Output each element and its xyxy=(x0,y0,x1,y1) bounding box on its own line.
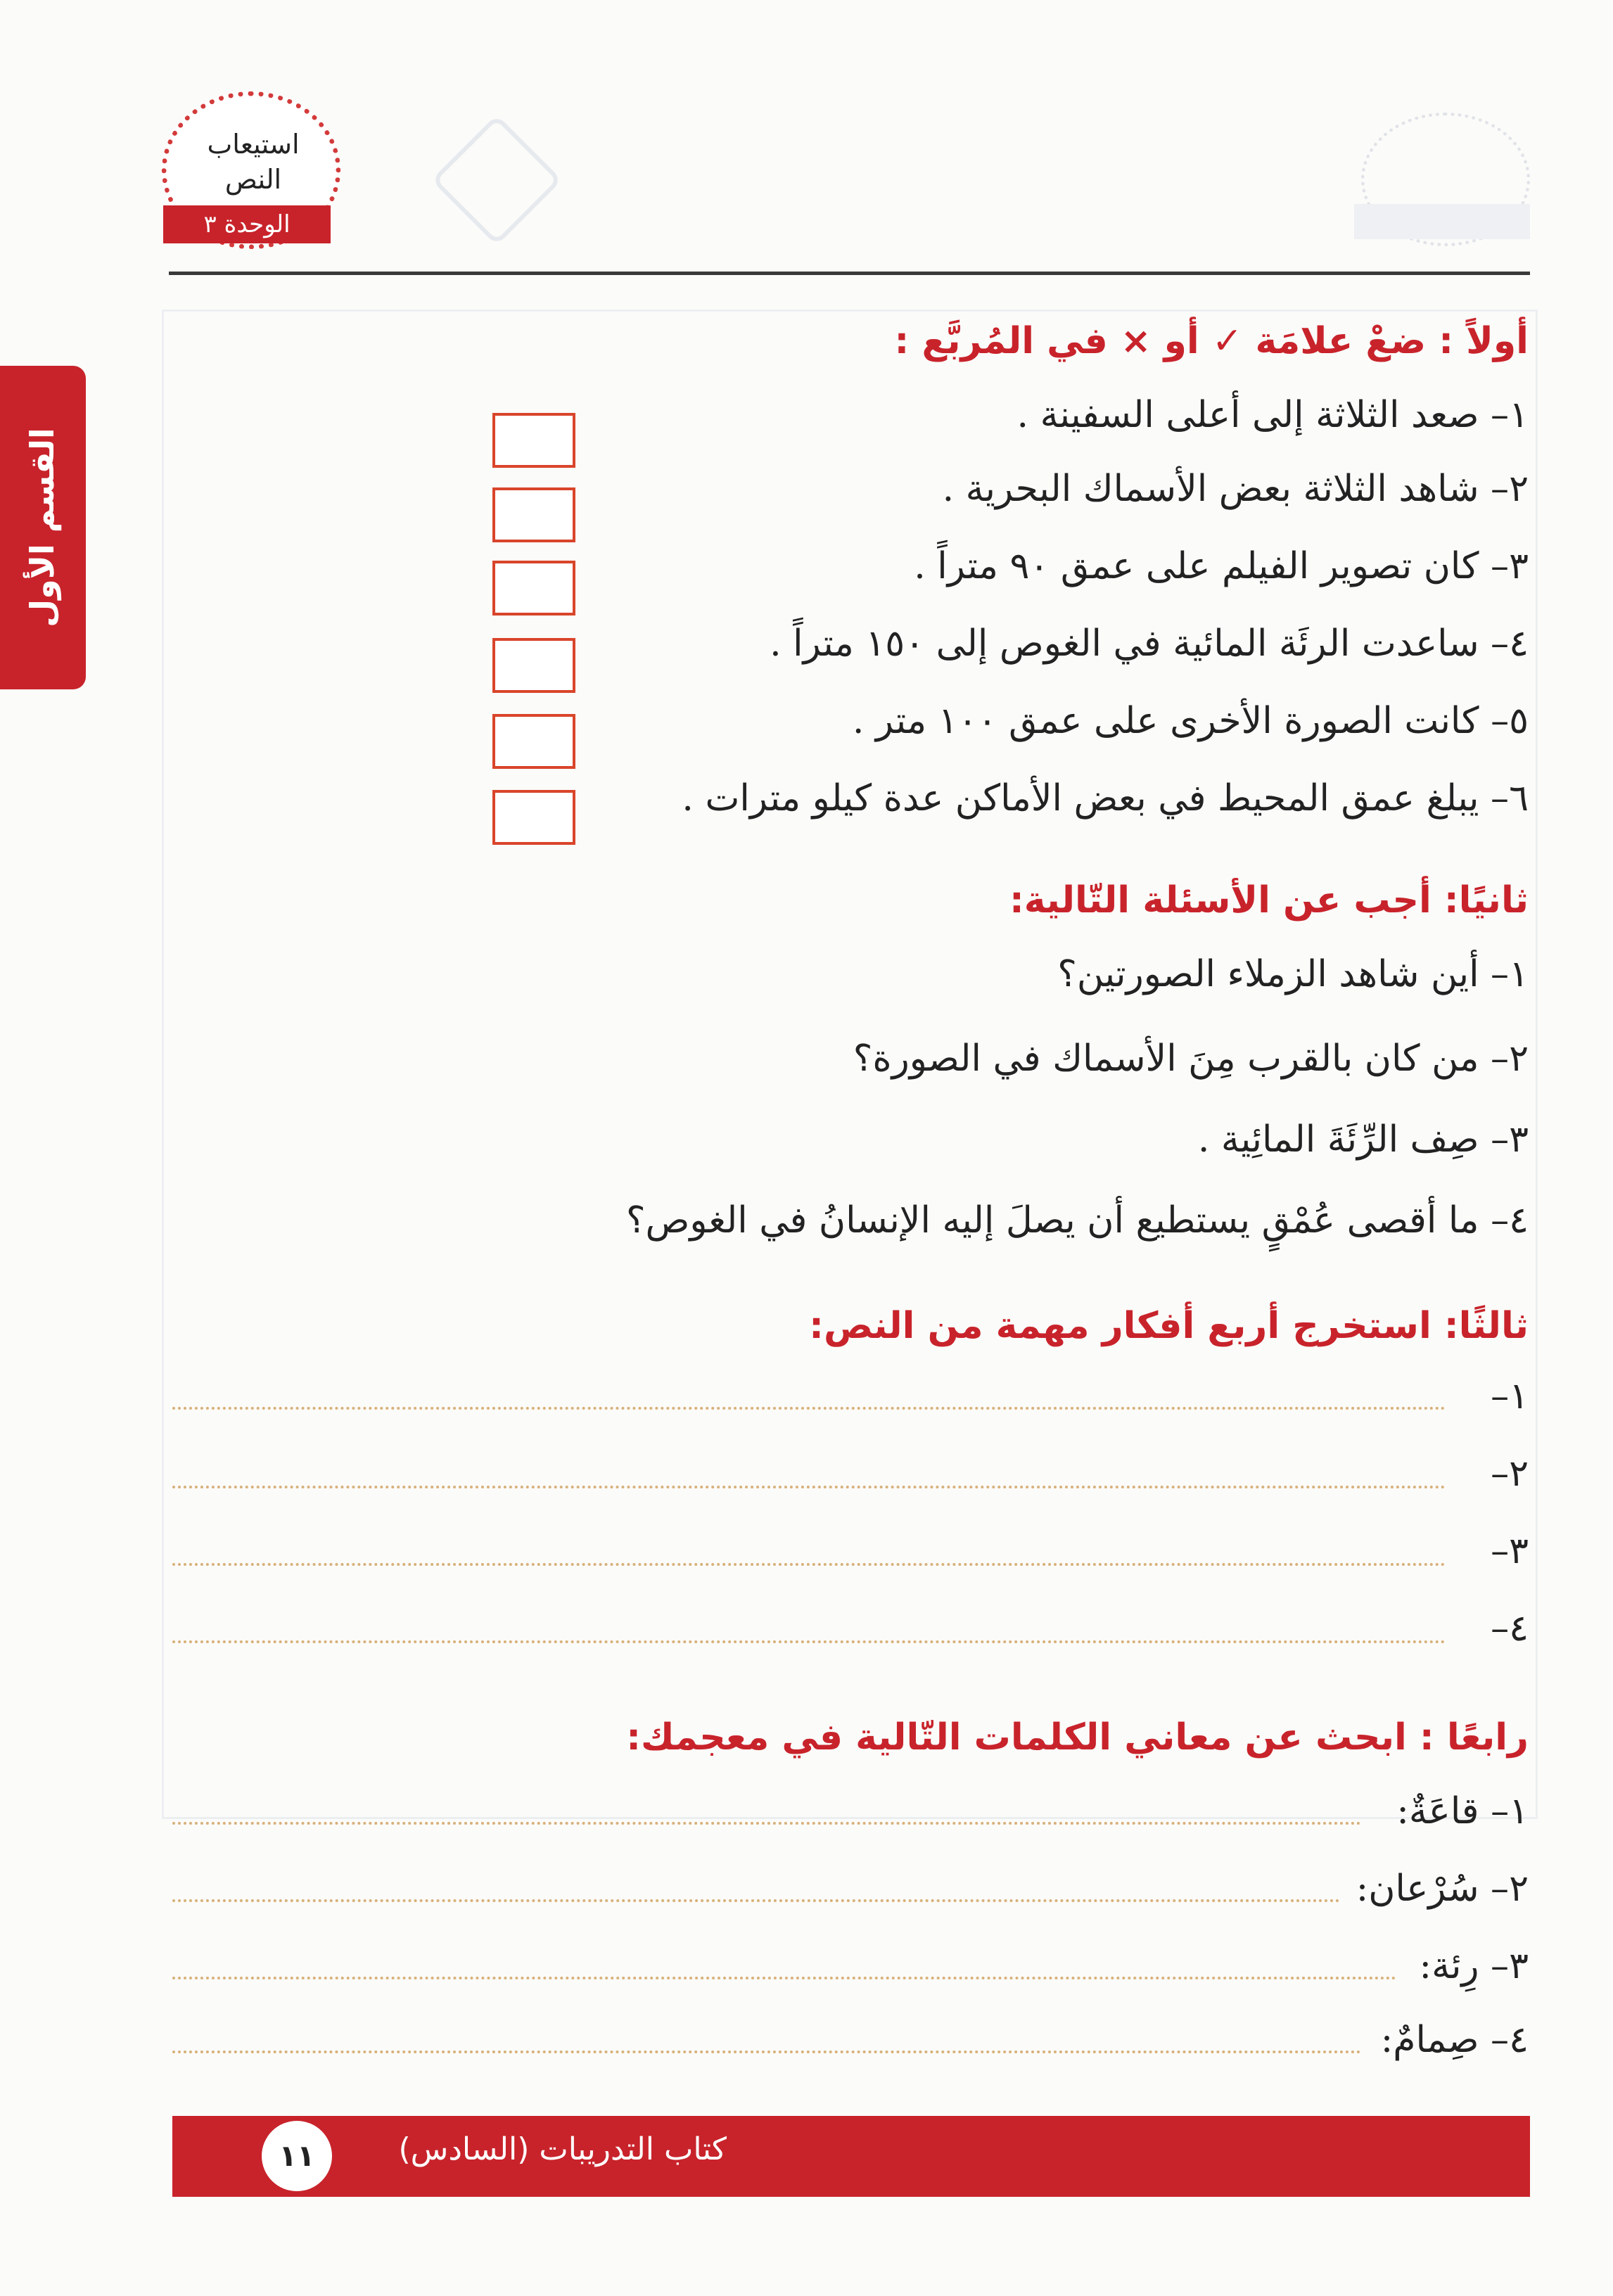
section-tab-label: القسم الأول xyxy=(23,428,61,627)
part4-item: ٤– صِمامٌ: xyxy=(1380,2019,1529,2061)
answer-line[interactable] xyxy=(172,1563,1446,1566)
part1-item: ١– صعد الثلاثة إلى أعلى السفينة . xyxy=(1016,394,1529,436)
part4-item: ١– قاعَةٌ: xyxy=(1396,1790,1529,1832)
part4-heading: رابعًا : ابحث عن معاني الكلمات التّالية في معجمك: xyxy=(626,1716,1529,1759)
answer-line[interactable] xyxy=(172,2051,1361,2053)
unit-label: الوحدة ٣ xyxy=(163,205,331,243)
part4-item: ٣– رِئة: xyxy=(1419,1945,1529,1987)
part3-item: ٤– xyxy=(1491,1607,1529,1650)
page-number: ١١ xyxy=(262,2121,332,2191)
part4-item: ٢– سُرْعان: xyxy=(1356,1868,1529,1910)
part3-item: ٢– xyxy=(1491,1453,1529,1495)
footer-bar xyxy=(172,2116,1530,2197)
answer-checkbox[interactable] xyxy=(492,413,575,468)
part1-heading: أولاً : ضعْ علامَة ✓ أو × في المُربَّع : xyxy=(894,320,1529,362)
decorative-diamond xyxy=(431,115,563,246)
answer-checkbox[interactable] xyxy=(492,714,575,769)
part2-item: ٢– من كان بالقرب مِنَ الأسماك في الصورة؟ xyxy=(853,1038,1529,1080)
answer-line[interactable] xyxy=(172,1486,1446,1488)
part1-item: ٦– يبلغ عمق المحيط في بعض الأماكن عدة كيلو مترات . xyxy=(682,777,1529,819)
part1-item: ٢– شاهد الثلاثة بعض الأسماك البحرية . xyxy=(942,468,1529,510)
header-divider xyxy=(169,272,1530,275)
part1-item: ٤– ساعدت الرئَة المائية في الغوص إلى ١٥٠ متراً . xyxy=(770,623,1529,665)
answer-line[interactable] xyxy=(172,1977,1396,1979)
decorative-bar xyxy=(1354,204,1530,239)
part2-item: ٤– ما أقصى عُمْقٍ يستطيع أن يصلَ إليه الإنسانُ في الغوص؟ xyxy=(625,1199,1529,1242)
answer-checkbox[interactable] xyxy=(492,487,575,542)
answer-checkbox[interactable] xyxy=(492,561,575,616)
part2-item: ٣– صِف الرِّئَةَ المائِية . xyxy=(1197,1118,1529,1161)
answer-line[interactable] xyxy=(172,1407,1446,1410)
part3-heading: ثالثًا: استخرج أربع أفكار مهمة من النص: xyxy=(809,1305,1529,1347)
answer-line[interactable] xyxy=(172,1640,1446,1643)
part3-item: ١– xyxy=(1491,1375,1529,1417)
footer-book-title: كتاب التدريبات (السادس) xyxy=(398,2131,727,2167)
answer-line[interactable] xyxy=(172,1822,1361,1825)
part2-heading: ثانيًا: أجب عن الأسئلة التّالية: xyxy=(1009,879,1529,921)
answer-checkbox[interactable] xyxy=(492,790,575,845)
part1-item: ٥– كانت الصورة الأخرى على عمق ١٠٠ متر . xyxy=(852,700,1529,742)
answer-checkbox[interactable] xyxy=(492,638,575,693)
answer-line[interactable] xyxy=(172,1899,1340,1902)
part2-item: ١– أين شاهد الزملاء الصورتين؟ xyxy=(1057,953,1529,995)
part1-item: ٣– كان تصوير الفيلم على عمق ٩٠ متراً . xyxy=(914,545,1529,587)
part3-item: ٣– xyxy=(1491,1530,1529,1572)
lesson-badge-label: استيعاب النص xyxy=(207,129,300,195)
